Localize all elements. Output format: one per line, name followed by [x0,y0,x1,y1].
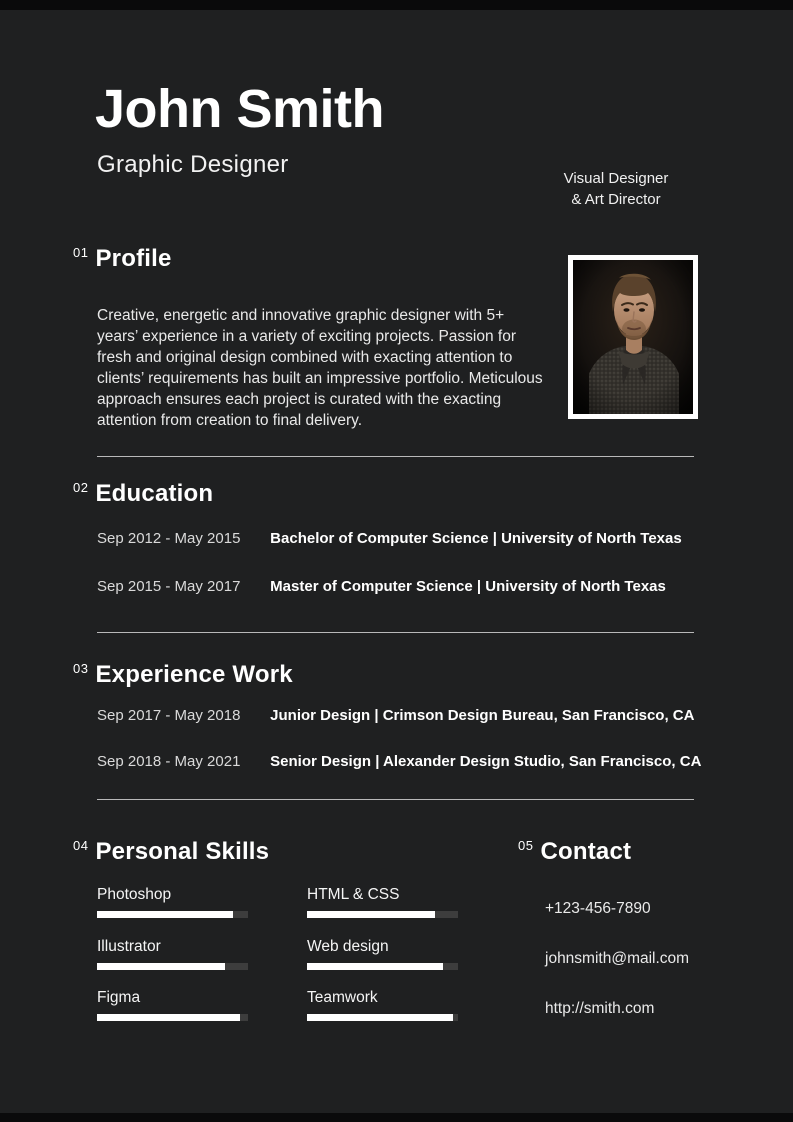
job-title: Graphic Designer [97,151,289,178]
section-heading-profile [73,247,172,271]
skill-item [97,989,248,1021]
contact-phone[interactable]: +123-456-7890 [545,900,651,917]
section-divider [97,456,694,457]
skill-label: Figma [97,989,141,1006]
section-title: Experience Work [95,661,293,688]
section-title: Profile [95,245,172,272]
person-name: John Smith [95,79,384,139]
section-number: 04 [73,838,89,853]
section-divider [97,799,694,800]
skill-item [97,886,248,918]
tagline-line-1: Visual Designer [563,170,669,187]
skill-label: Teamwork [307,989,378,1006]
skill-label: Photoshop [97,886,172,903]
section-number: 03 [73,661,89,676]
section-heading-skills [73,840,269,864]
experience-row [97,707,737,725]
experience-dates: Sep 2017 - May 2018 [97,707,241,724]
skill-bar-track [97,1014,248,1021]
education-row [97,530,737,548]
skill-bar-track [307,963,458,970]
skill-label: Web design [307,938,389,955]
skill-bar-track [97,911,248,918]
skill-bar-fill [97,1014,240,1021]
top-border-bar [0,0,793,10]
experience-position: Junior Design | Crimson Design Bureau, San Francisco, CA [270,707,695,724]
skill-item [97,938,248,970]
skill-item [307,938,458,970]
section-divider [97,632,694,633]
skill-bar-fill [307,1014,453,1021]
education-dates: Sep 2012 - May 2015 [97,530,241,547]
contact-website[interactable]: http://smith.com [545,1000,655,1017]
skill-bar-track [307,1014,458,1021]
skill-bar-fill [97,911,233,918]
education-row [97,578,737,596]
skill-item [307,989,458,1021]
tagline [540,168,692,210]
section-title: Education [95,480,214,507]
profile-summary-text: Creative, energetic and innovative graphic designer with 5+ years’ experience in a variety of exciting projects. Passion for fresh and original design combined with exacting attention to clients’ requirements has built an impressive portfolio. Meticulous approach ensures each project is curated with the exacting attention from creation to final delivery. [97,306,543,429]
section-number: 05 [518,838,534,853]
section-heading-contact [518,840,631,864]
section-title: Personal Skills [95,838,270,865]
section-title: Contact [540,838,632,865]
tagline-line-2: & Art Director [571,191,661,208]
skill-bar-track [307,911,458,918]
skill-bar-fill [307,911,435,918]
experience-row [97,753,737,771]
portrait-photo-illustration [573,260,693,414]
skill-bar-track [97,963,248,970]
skill-item [307,886,458,918]
education-degree: Bachelor of Computer Science | University of North Texas [270,530,682,547]
education-dates: Sep 2015 - May 2017 [97,578,241,595]
section-number: 01 [73,245,89,260]
skill-bar-fill [307,963,443,970]
education-degree: Master of Computer Science | University of North Texas [270,578,666,595]
skill-bar-fill [97,963,225,970]
contact-email[interactable]: johnsmith@mail.com [545,950,690,967]
skill-label: HTML & CSS [307,886,400,903]
experience-dates: Sep 2018 - May 2021 [97,753,241,770]
section-heading-education [73,482,213,506]
portrait-photo [568,255,698,419]
bottom-border-bar [0,1113,793,1122]
section-heading-experience [73,663,293,687]
skill-label: Illustrator [97,938,161,955]
experience-position: Senior Design | Alexander Design Studio, San Francisco, CA [270,753,702,770]
section-number: 02 [73,480,89,495]
